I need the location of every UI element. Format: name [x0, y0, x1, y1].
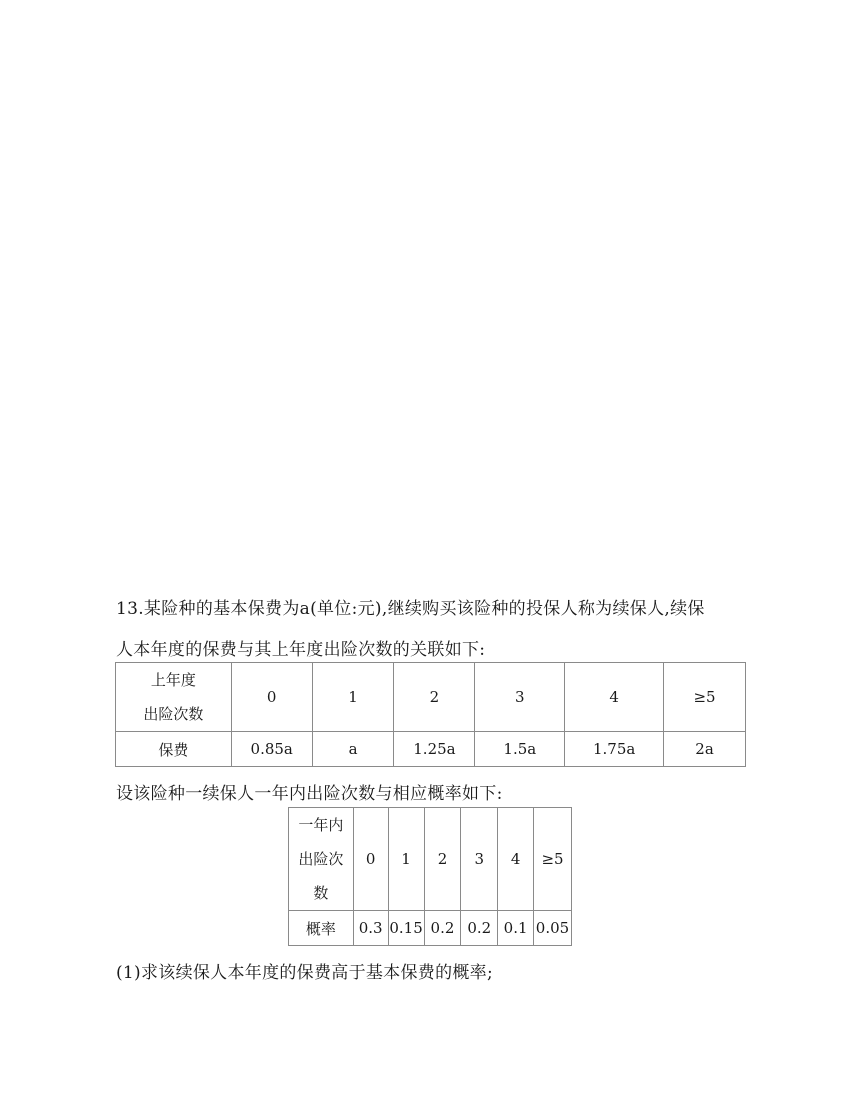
- table-row: [116, 663, 746, 732]
- count-cell: 2: [394, 663, 475, 732]
- probability-table: [288, 807, 572, 946]
- probability-row-label: 概率: [289, 911, 354, 946]
- premium-cell: 1.5a: [475, 732, 565, 767]
- probability-table-header-label: [289, 808, 354, 911]
- count-cell: 3: [461, 808, 498, 911]
- question-line-3: 设该险种一续保人一年内出险次数与相应概率如下:: [116, 784, 503, 804]
- count-cell: 2: [424, 808, 461, 911]
- premium-cell: 0.85a: [231, 732, 312, 767]
- premium-cell: 1.75a: [565, 732, 664, 767]
- count-cell: 3: [475, 663, 565, 732]
- count-cell: 4: [565, 663, 664, 732]
- premium-cell: 1.25a: [394, 732, 475, 767]
- probability-cell: 0.2: [461, 911, 498, 946]
- count-cell: ≥5: [534, 808, 572, 911]
- probability-cell: 0.05: [534, 911, 572, 946]
- probability-cell: 0.1: [498, 911, 534, 946]
- count-cell: 1: [388, 808, 424, 911]
- question-line-4: (1)求该续保人本年度的保费高于基本保费的概率;: [116, 963, 494, 983]
- table-row: [289, 911, 572, 946]
- premium-row-label: 保费: [116, 732, 232, 767]
- table-row: [116, 732, 746, 767]
- count-cell: 1: [312, 663, 394, 732]
- count-cell: 4: [498, 808, 534, 911]
- count-cell: 0: [353, 808, 388, 911]
- header-label: 一年内出险次数: [298, 816, 344, 902]
- header-label-line-2: 出险次数: [143, 705, 204, 723]
- premium-cell: a: [312, 732, 394, 767]
- probability-cell: 0.3: [353, 911, 388, 946]
- premium-cell: 2a: [664, 732, 746, 767]
- count-cell: ≥5: [664, 663, 746, 732]
- probability-cell: 0.15: [388, 911, 424, 946]
- premium-table-header-label: [116, 663, 232, 732]
- table-row: [289, 808, 572, 911]
- premium-table: [115, 662, 746, 767]
- probability-cell: 0.2: [424, 911, 461, 946]
- header-label-line-1: 上年度: [150, 671, 196, 689]
- question-line-2: 人本年度的保费与其上年度出险次数的关联如下:: [116, 640, 486, 660]
- count-cell: 0: [231, 663, 312, 732]
- question-line-1: 13.某险种的基本保费为a(单位:元),继续购买该险种的投保人称为续保人,续保: [116, 599, 705, 619]
